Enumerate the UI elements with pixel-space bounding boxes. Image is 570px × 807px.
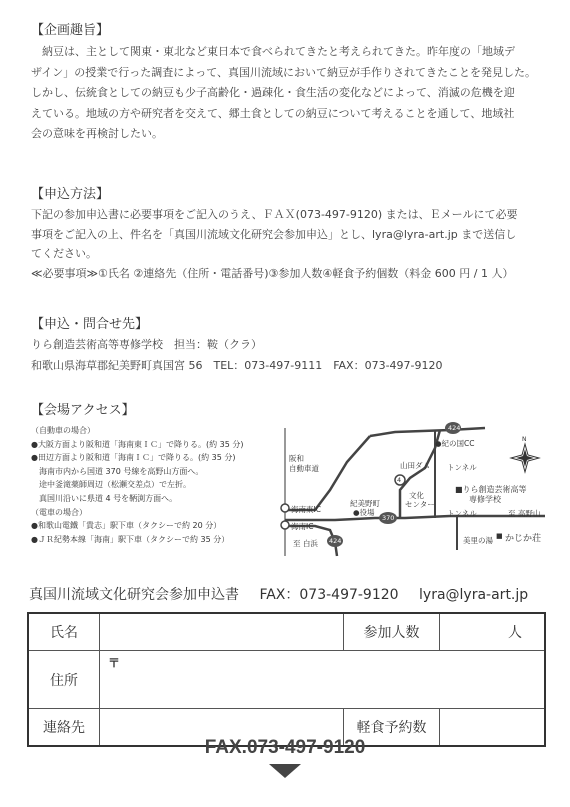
arrow-down-icon (269, 764, 301, 779)
footer-fax: FAX.073-497-9120 (204, 737, 366, 758)
shirahama-label: 至 白浜 (293, 539, 318, 548)
phone-label: 連絡先 (28, 709, 100, 747)
access-line: 海南市内から国道 370 号線を高野山方面へ。 (31, 466, 204, 476)
north-label: N (522, 436, 527, 443)
purpose-line: しかし、伝統食としての納豆も少子高齢化・過疎化・食生活の変化などによって、消滅の危機を迎 (31, 86, 515, 99)
purpose-body (31, 42, 551, 145)
kinokuni-cc-label: ●紀の国CC (435, 439, 475, 448)
apply-line: てください。 (31, 247, 97, 260)
contact-heading: 【申込・問合せ先】 (31, 317, 149, 332)
contact-line: 和歌山県海草郡紀美野町真国宮 56 TEL：073-497-9111 FAX：073-497-9120 (31, 359, 443, 372)
kainan-higashi-ic-marker (281, 504, 289, 512)
route-424-south-label: 424 (329, 537, 342, 545)
route-424-label: 424 (448, 424, 461, 432)
contact-line: りら創造芸術高等専修学校 担当：鞍（クラ） (31, 338, 262, 351)
access-line: ●ＪＲ紀勢本線「海南」駅下車（タクシーで約 35 分） (31, 534, 230, 544)
bunka-center-label: センター (405, 500, 435, 509)
access-map (275, 418, 550, 558)
form-row-name (28, 613, 545, 651)
kajika-marker: ■ (496, 532, 503, 540)
apply-line: 下記の参加申込書に必要事項をご記入のうえ、ＦＡＸ(073-497-9120) または、Ｅメールにて必要 (31, 208, 518, 221)
form-fax: FAX：073-497-9120 (259, 587, 399, 603)
name-label: 氏名 (28, 613, 100, 651)
kajika-label: かじか荘 (505, 534, 542, 544)
access-heading: 【会場アクセス】 (31, 403, 135, 418)
route-4-label: 4 (397, 476, 402, 484)
purpose-line: 会の意味を再検討したい。 (31, 127, 163, 140)
apply-body (31, 205, 551, 283)
access-line: 真国川沿いに県道 4 号を鞆渕方面へ。 (31, 493, 178, 503)
purpose-line: えている。地域の方や研究者を交えて、郷土食としての納豆について考えることを通して、地域社 (31, 106, 515, 120)
access-line: ●田辺方面より阪和道「海南ＩＣ」で降りる。(約 35 分) (31, 453, 236, 463)
postal-mark: 〒 (108, 656, 121, 670)
contact-body (31, 334, 551, 376)
yamada-dam-label: 山田ダム (400, 461, 430, 470)
apply-line: 事項をご記入の上、件名を「真国川流域文化研究会参加申込」とし、lyra@lyra-art.jp まで送信し (31, 227, 517, 241)
yakuba-label: ●役場 (353, 508, 375, 517)
form-row-address (28, 651, 545, 709)
route-370-label: 370 (382, 514, 395, 522)
tunnel-label-2: トンネル (447, 509, 477, 518)
koyasan-label: 至 高野山 (508, 509, 541, 518)
misato-label: 美里の湯 (463, 536, 493, 545)
hanwa-label: 阪和 (289, 454, 304, 463)
access-line: ●大阪方面より阪和道「海南東ＩＣ」で降りる。(約 35 分) (31, 439, 244, 449)
form-title: 真国川流域文化研究会参加申込書 (29, 587, 239, 603)
kimino-label: 紀美野町 (350, 499, 380, 508)
hanwa-label-2: 自動車道 (289, 464, 319, 473)
school-label: ■りら創造芸術高等 (455, 485, 527, 494)
access-line: （電車の場合） (31, 507, 87, 517)
apply-heading: 【申込方法】 (31, 187, 110, 202)
meal-label: 軽食予約数 (344, 709, 440, 747)
form-title-row (29, 584, 528, 604)
access-line: ●和歌山電鐵「貴志」駅下車（タクシーで約 20 分） (31, 521, 222, 531)
kainan-higashi-ic-label: 海南東IC (291, 505, 321, 514)
school-label-2: 専修学校 (469, 495, 501, 504)
address-label: 住所 (28, 651, 100, 709)
address-field[interactable] (100, 651, 546, 709)
count-label: 参加人数 (344, 613, 440, 651)
count-field[interactable] (440, 613, 546, 651)
purpose-line: ザイン」の授業で行った調査によって、真国川流域において納豆が手作りされてきたことを発見した。 (31, 65, 537, 79)
kainan-ic-marker (281, 521, 289, 529)
purpose-heading: 【企画趣旨】 (31, 23, 110, 38)
count-unit: 人 (508, 625, 522, 641)
access-line: （自動車の場合） (31, 426, 95, 435)
application-form (27, 612, 546, 747)
name-field[interactable] (100, 613, 344, 651)
access-directions (31, 424, 281, 546)
access-line: 途中釜滝薬師周辺（松瀬交差点）で左折。 (31, 480, 191, 490)
route-370 (285, 516, 545, 520)
purpose-line: 納豆は、主として関東・東北など東日本で食べられてきたと考えられてきた。昨年度の「地域デ (31, 45, 515, 58)
form-email: lyra@lyra-art.jp (419, 587, 529, 603)
route-424-top (370, 428, 485, 436)
compass-icon (511, 444, 539, 472)
kainan-ic-label: 海南IC (291, 522, 314, 531)
apply-line: ≪必要事項≫①氏名 ②連絡先（住所・電話番号)③参加人数④軽食予約個数（料金 600 円 / 1 人） (31, 266, 514, 280)
tunnel-label-1: トンネル (447, 463, 477, 472)
bunka-label: 文化 (409, 491, 424, 500)
